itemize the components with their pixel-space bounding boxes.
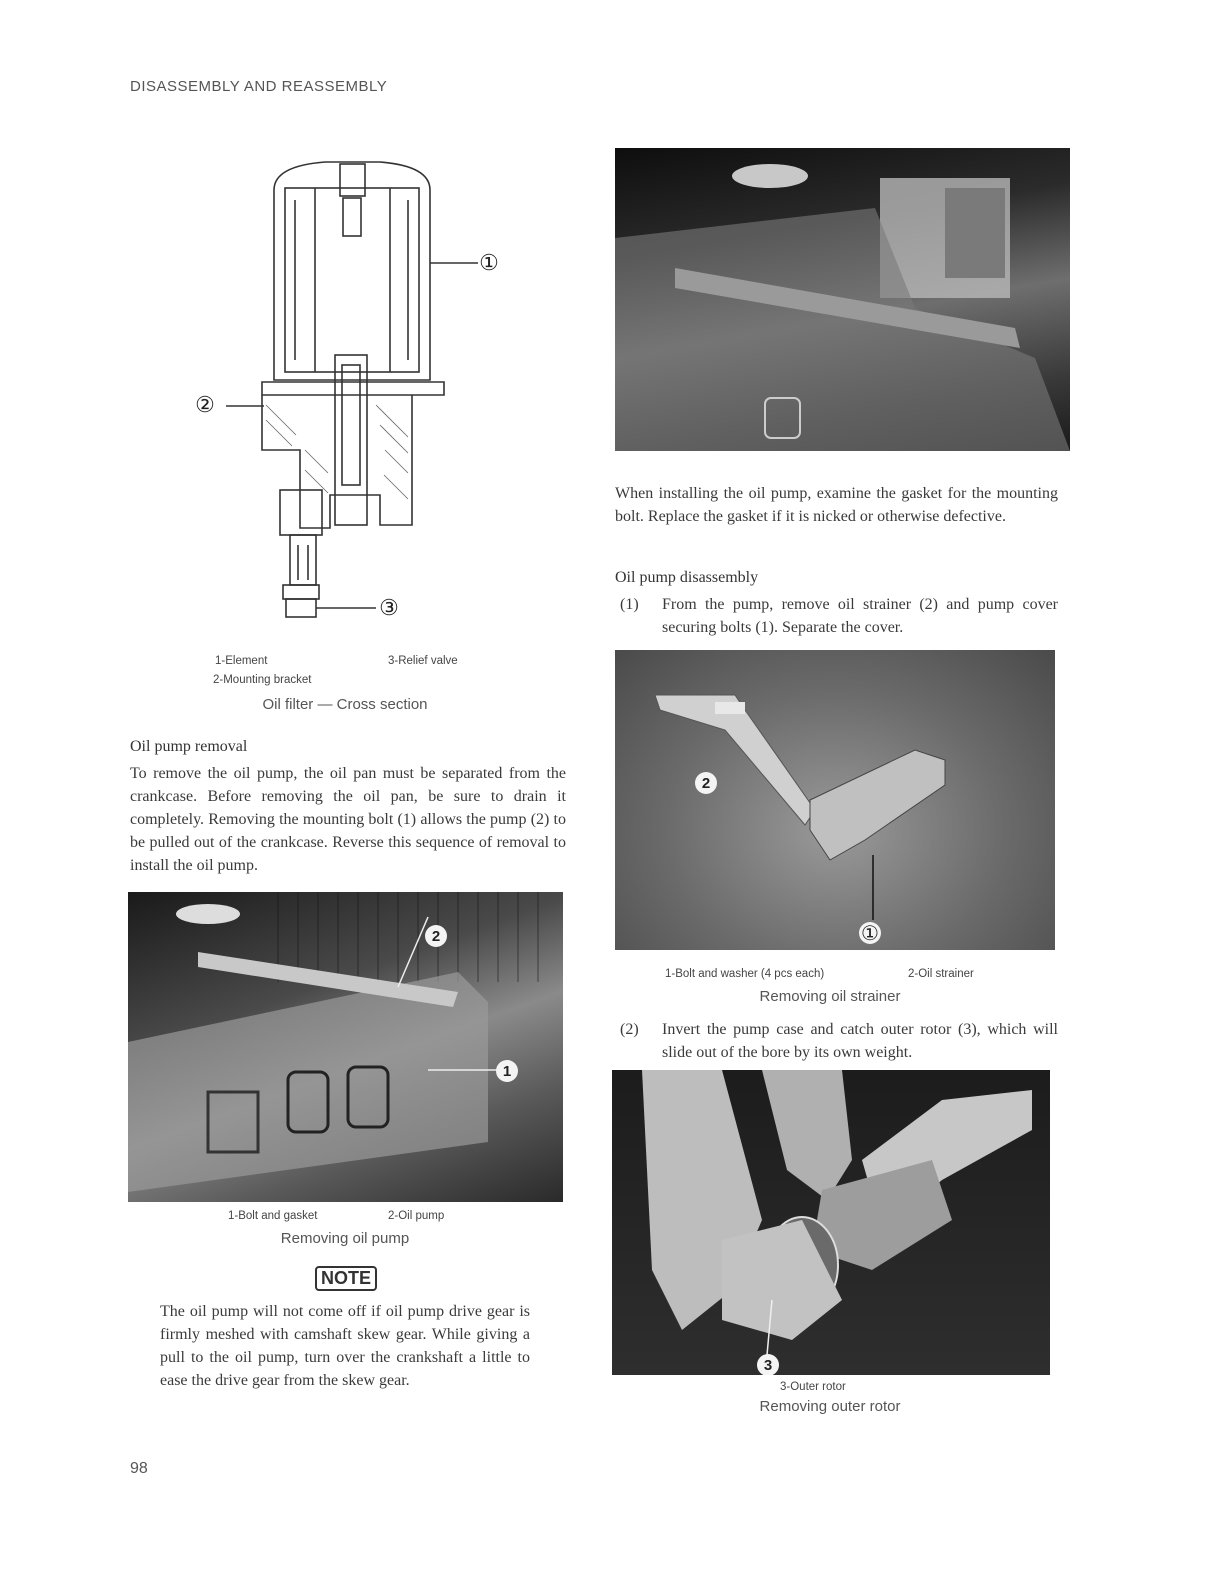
strainer-callout-1: ① — [859, 922, 881, 944]
legend-oil-pump: 2-Oil pump — [388, 1210, 445, 1222]
legend-relief-valve: 3-Relief valve — [388, 655, 458, 667]
rotor-callout-3: 3 — [757, 1354, 779, 1375]
oil-strainer-photo — [615, 650, 1055, 950]
page-number: 98 — [130, 1460, 148, 1477]
removing-oil-pump-photo — [128, 892, 563, 1202]
step-1-mark: (1) — [620, 596, 639, 613]
strainer-callout-2: 2 — [695, 772, 717, 794]
legend-mounting-bracket: 2-Mounting bracket — [213, 674, 312, 686]
disassembly-step-1 — [620, 593, 1058, 639]
oil-filter-drawing — [180, 150, 520, 640]
legend-bolt-gasket: 1-Bolt and gasket — [228, 1210, 318, 1222]
note-label: NOTE — [315, 1266, 377, 1291]
oil-filter-diagram — [180, 150, 520, 640]
step-1-text: From the pump, remove oil strainer (2) and pump cover securing bolts (1). Separate the cover. — [662, 596, 1058, 636]
oil-filter-caption: Oil filter — Cross section — [262, 696, 428, 713]
step-2-text: Invert the pump case and catch outer rotor (3), which will slide out of the bore by its own weight. — [662, 1021, 1058, 1061]
callout-3: ③ — [379, 595, 399, 620]
legend-outer-rotor: 3-Outer rotor — [780, 1381, 846, 1393]
oil-pump-removal-text: To remove the oil pump, the oil pan must be separated from the crankcase. Before removing the oil pan, be sure to drain it completely. Removing the mounting bolt (1) allows the pump (2) to be pulled out of the crankcase. Reverse this sequence of removal to install the oil pump. — [130, 765, 566, 874]
legend-element: 1-Element — [215, 655, 268, 667]
page-header: DISASSEMBLY AND REASSEMBLY — [130, 78, 388, 95]
hands-rotor-drawing — [612, 1070, 1050, 1375]
removing-outer-rotor-caption: Removing outer rotor — [759, 1398, 901, 1415]
disassembly-step-2 — [620, 1018, 1058, 1064]
step-2-mark: (2) — [620, 1021, 639, 1038]
strainer-drawing — [615, 650, 1055, 950]
callout-2: ② — [195, 392, 215, 417]
removing-oil-pump-caption: Removing oil pump — [280, 1230, 410, 1247]
legend-bolt-washer: 1-Bolt and washer (4 pcs each) — [665, 968, 825, 980]
note-text: The oil pump will not come off if oil pump drive gear is firmly meshed with camshaft skew gear. While giving a pull to the oil pump, turn over the crankshaft a little to ease the drive gear from the skew gear. — [160, 1303, 530, 1389]
installing-text: When installing the oil pump, examine the gasket for the mounting bolt. Replace the gasket if it is nicked or otherwise defective. — [615, 485, 1058, 525]
photo-callout-2: 2 — [425, 925, 447, 947]
engine-block-drawing — [128, 892, 563, 1202]
oil-pump-disassembly-heading: Oil pump disassembly — [615, 569, 759, 586]
engine-top-drawing — [615, 148, 1070, 451]
installing-pump-photo — [615, 148, 1070, 451]
outer-rotor-photo — [612, 1070, 1050, 1375]
removing-strainer-caption: Removing oil strainer — [759, 988, 901, 1005]
legend-oil-strainer: 2-Oil strainer — [908, 968, 974, 980]
callout-1: ① — [479, 250, 499, 275]
photo-callout-1: 1 — [496, 1060, 518, 1082]
oil-pump-removal-heading: Oil pump removal — [130, 738, 248, 755]
